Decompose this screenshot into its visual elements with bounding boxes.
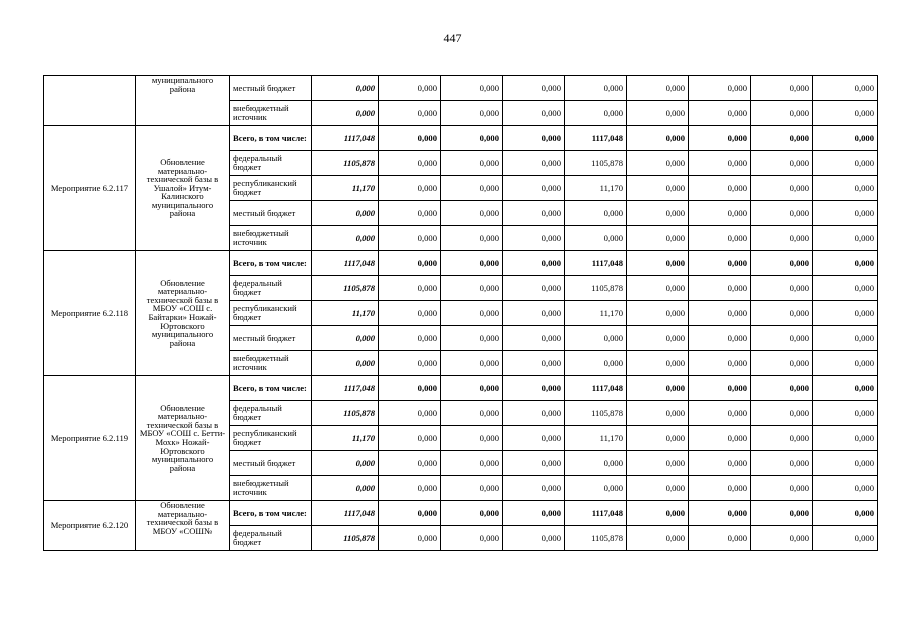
total-cell: 1105,878 — [312, 526, 379, 551]
value-cell: 0,000 — [813, 376, 878, 401]
value-cell: 0,000 — [689, 101, 751, 126]
value-cell: 0,000 — [627, 401, 689, 426]
value-cell: 0,000 — [441, 351, 503, 376]
description-cell: Обновление материально-технической базы в МБОУ «СОШ№ — [136, 501, 230, 551]
value-cell: 1117,048 — [565, 126, 627, 151]
budget-table — [43, 75, 878, 551]
value-cell: 0,000 — [813, 301, 878, 326]
value-cell: 0,000 — [503, 251, 565, 276]
value-cell: 0,000 — [565, 101, 627, 126]
value-cell: 0,000 — [441, 276, 503, 301]
event-cell: Мероприятие 6.2.117 — [44, 126, 136, 251]
total-cell: 0,000 — [312, 226, 379, 251]
value-cell: 0,000 — [441, 501, 503, 526]
value-cell: 0,000 — [751, 251, 813, 276]
value-cell: 0,000 — [379, 326, 441, 351]
table-row — [44, 501, 878, 526]
value-cell: 0,000 — [813, 101, 878, 126]
value-cell: 1105,878 — [565, 401, 627, 426]
value-cell: 0,000 — [379, 276, 441, 301]
value-cell: 0,000 — [627, 276, 689, 301]
funding-source-cell: местный бюджет — [230, 201, 312, 226]
value-cell: 0,000 — [751, 376, 813, 401]
value-cell: 0,000 — [751, 126, 813, 151]
value-cell: 0,000 — [751, 226, 813, 251]
total-cell: 0,000 — [312, 351, 379, 376]
value-cell: 0,000 — [813, 226, 878, 251]
value-cell: 1105,878 — [565, 151, 627, 176]
value-cell: 0,000 — [503, 126, 565, 151]
value-cell: 0,000 — [565, 351, 627, 376]
value-cell: 1117,048 — [565, 376, 627, 401]
value-cell: 0,000 — [689, 126, 751, 151]
value-cell: 0,000 — [689, 451, 751, 476]
value-cell: 0,000 — [627, 451, 689, 476]
value-cell: 0,000 — [627, 526, 689, 551]
event-cell: Мероприятие 6.2.120 — [44, 501, 136, 551]
value-cell: 0,000 — [751, 176, 813, 201]
value-cell: 0,000 — [379, 201, 441, 226]
value-cell: 0,000 — [689, 301, 751, 326]
value-cell: 11,170 — [565, 176, 627, 201]
funding-source-cell: Всего, в том числе: — [230, 376, 312, 401]
value-cell: 0,000 — [441, 126, 503, 151]
value-cell: 0,000 — [379, 401, 441, 426]
description-cell: Обновление материально-технической базы в МБОУ «СОШ с. Бетти-Мохк» Ножай-Юртовского муниципального района — [136, 376, 230, 501]
total-cell: 11,170 — [312, 301, 379, 326]
value-cell: 0,000 — [503, 326, 565, 351]
value-cell: 0,000 — [627, 476, 689, 501]
value-cell: 0,000 — [379, 526, 441, 551]
value-cell: 0,000 — [813, 126, 878, 151]
value-cell: 0,000 — [627, 376, 689, 401]
value-cell: 0,000 — [689, 151, 751, 176]
value-cell: 11,170 — [565, 426, 627, 451]
funding-source-cell: республиканский бюджет — [230, 426, 312, 451]
value-cell: 0,000 — [751, 476, 813, 501]
value-cell: 0,000 — [813, 151, 878, 176]
value-cell: 0,000 — [379, 501, 441, 526]
value-cell: 0,000 — [565, 451, 627, 476]
value-cell: 0,000 — [689, 376, 751, 401]
value-cell: 0,000 — [627, 501, 689, 526]
funding-source-cell: внебюджетный источник — [230, 476, 312, 501]
total-cell: 11,170 — [312, 426, 379, 451]
value-cell: 0,000 — [751, 351, 813, 376]
value-cell: 0,000 — [751, 451, 813, 476]
total-cell: 1117,048 — [312, 501, 379, 526]
funding-source-cell: республиканский бюджет — [230, 301, 312, 326]
value-cell: 1105,878 — [565, 276, 627, 301]
value-cell: 0,000 — [565, 76, 627, 101]
description-cell: Обновление материально-технической базы в МБОУ «СОШ с. Байтарки» Ножай-Юртовского муниципального района — [136, 251, 230, 376]
value-cell: 0,000 — [441, 376, 503, 401]
total-cell: 1117,048 — [312, 126, 379, 151]
value-cell: 0,000 — [627, 201, 689, 226]
value-cell: 0,000 — [751, 301, 813, 326]
budget-table-body — [44, 76, 878, 551]
total-cell: 11,170 — [312, 176, 379, 201]
value-cell: 0,000 — [813, 426, 878, 451]
value-cell: 0,000 — [503, 76, 565, 101]
value-cell: 0,000 — [627, 176, 689, 201]
value-cell: 0,000 — [565, 226, 627, 251]
event-cell — [44, 76, 136, 126]
value-cell: 0,000 — [689, 326, 751, 351]
value-cell: 0,000 — [441, 476, 503, 501]
value-cell: 0,000 — [751, 276, 813, 301]
value-cell: 0,000 — [503, 451, 565, 476]
value-cell: 0,000 — [565, 326, 627, 351]
value-cell: 0,000 — [503, 501, 565, 526]
value-cell: 0,000 — [751, 526, 813, 551]
total-cell: 0,000 — [312, 451, 379, 476]
total-cell: 0,000 — [312, 476, 379, 501]
value-cell: 0,000 — [441, 251, 503, 276]
funding-source-cell: местный бюджет — [230, 451, 312, 476]
value-cell: 0,000 — [503, 351, 565, 376]
value-cell: 0,000 — [379, 251, 441, 276]
table-row — [44, 76, 878, 101]
value-cell: 0,000 — [813, 401, 878, 426]
value-cell: 0,000 — [751, 101, 813, 126]
value-cell: 0,000 — [379, 301, 441, 326]
value-cell: 0,000 — [813, 201, 878, 226]
value-cell: 0,000 — [503, 226, 565, 251]
value-cell: 0,000 — [379, 126, 441, 151]
total-cell: 0,000 — [312, 76, 379, 101]
value-cell: 0,000 — [441, 176, 503, 201]
value-cell: 1105,878 — [565, 526, 627, 551]
funding-source-cell: федеральный бюджет — [230, 401, 312, 426]
table-row — [44, 126, 878, 151]
value-cell: 1117,048 — [565, 501, 627, 526]
value-cell: 0,000 — [627, 301, 689, 326]
value-cell: 0,000 — [627, 101, 689, 126]
value-cell: 0,000 — [813, 76, 878, 101]
value-cell: 0,000 — [689, 276, 751, 301]
value-cell: 0,000 — [813, 451, 878, 476]
value-cell: 0,000 — [813, 501, 878, 526]
value-cell: 0,000 — [689, 351, 751, 376]
value-cell: 0,000 — [813, 176, 878, 201]
value-cell: 0,000 — [751, 76, 813, 101]
value-cell: 0,000 — [503, 401, 565, 426]
value-cell: 0,000 — [689, 526, 751, 551]
value-cell: 0,000 — [379, 376, 441, 401]
funding-source-cell: внебюджетный источник — [230, 351, 312, 376]
value-cell: 0,000 — [503, 476, 565, 501]
value-cell: 0,000 — [565, 201, 627, 226]
value-cell: 0,000 — [503, 176, 565, 201]
value-cell: 0,000 — [565, 476, 627, 501]
total-cell: 1105,878 — [312, 151, 379, 176]
value-cell: 0,000 — [627, 126, 689, 151]
value-cell: 1117,048 — [565, 251, 627, 276]
funding-source-cell: Всего, в том числе: — [230, 251, 312, 276]
value-cell: 0,000 — [503, 426, 565, 451]
value-cell: 0,000 — [751, 201, 813, 226]
value-cell: 0,000 — [627, 351, 689, 376]
value-cell: 0,000 — [441, 151, 503, 176]
value-cell: 0,000 — [441, 526, 503, 551]
description-cell: муниципального района — [136, 76, 230, 126]
funding-source-cell: местный бюджет — [230, 326, 312, 351]
value-cell: 0,000 — [813, 326, 878, 351]
value-cell: 0,000 — [751, 501, 813, 526]
funding-source-cell: республиканский бюджет — [230, 176, 312, 201]
value-cell: 0,000 — [379, 451, 441, 476]
description-cell: Обновление материально-технической базы в Ушалой» Итум-Калинского муниципального района — [136, 126, 230, 251]
value-cell: 0,000 — [379, 476, 441, 501]
value-cell: 0,000 — [627, 426, 689, 451]
value-cell: 0,000 — [689, 201, 751, 226]
value-cell: 0,000 — [379, 101, 441, 126]
funding-source-cell: Всего, в том числе: — [230, 126, 312, 151]
total-cell: 1117,048 — [312, 376, 379, 401]
value-cell: 0,000 — [503, 376, 565, 401]
value-cell: 0,000 — [813, 351, 878, 376]
value-cell: 0,000 — [441, 426, 503, 451]
total-cell: 0,000 — [312, 101, 379, 126]
value-cell: 0,000 — [751, 426, 813, 451]
value-cell: 0,000 — [441, 201, 503, 226]
funding-source-cell: федеральный бюджет — [230, 151, 312, 176]
value-cell: 0,000 — [813, 526, 878, 551]
event-cell: Мероприятие 6.2.118 — [44, 251, 136, 376]
value-cell: 0,000 — [441, 301, 503, 326]
page-number: 447 — [443, 31, 462, 45]
value-cell: 0,000 — [379, 426, 441, 451]
value-cell: 0,000 — [751, 401, 813, 426]
funding-source-cell: федеральный бюджет — [230, 276, 312, 301]
value-cell: 0,000 — [379, 76, 441, 101]
table-row — [44, 251, 878, 276]
total-cell: 1105,878 — [312, 401, 379, 426]
value-cell: 0,000 — [441, 76, 503, 101]
value-cell: 11,170 — [565, 301, 627, 326]
funding-source-cell: Всего, в том числе: — [230, 501, 312, 526]
value-cell: 0,000 — [503, 201, 565, 226]
value-cell: 0,000 — [441, 451, 503, 476]
total-cell: 0,000 — [312, 326, 379, 351]
value-cell: 0,000 — [441, 226, 503, 251]
value-cell: 0,000 — [503, 301, 565, 326]
value-cell: 0,000 — [627, 151, 689, 176]
value-cell: 0,000 — [503, 151, 565, 176]
value-cell: 0,000 — [689, 476, 751, 501]
value-cell: 0,000 — [689, 76, 751, 101]
value-cell: 0,000 — [441, 401, 503, 426]
table-row — [44, 376, 878, 401]
value-cell: 0,000 — [379, 351, 441, 376]
value-cell: 0,000 — [813, 476, 878, 501]
value-cell: 0,000 — [813, 251, 878, 276]
value-cell: 0,000 — [503, 526, 565, 551]
value-cell: 0,000 — [379, 176, 441, 201]
total-cell: 0,000 — [312, 201, 379, 226]
value-cell: 0,000 — [379, 151, 441, 176]
value-cell: 0,000 — [627, 326, 689, 351]
value-cell: 0,000 — [689, 176, 751, 201]
value-cell: 0,000 — [813, 276, 878, 301]
value-cell: 0,000 — [441, 326, 503, 351]
funding-source-cell: внебюджетный источник — [230, 226, 312, 251]
total-cell: 1117,048 — [312, 251, 379, 276]
funding-source-cell: местный бюджет — [230, 76, 312, 101]
value-cell: 0,000 — [689, 501, 751, 526]
value-cell: 0,000 — [627, 251, 689, 276]
value-cell: 0,000 — [689, 226, 751, 251]
value-cell: 0,000 — [441, 101, 503, 126]
value-cell: 0,000 — [627, 226, 689, 251]
value-cell: 0,000 — [503, 101, 565, 126]
value-cell: 0,000 — [689, 251, 751, 276]
value-cell: 0,000 — [689, 401, 751, 426]
value-cell: 0,000 — [751, 326, 813, 351]
funding-source-cell: федеральный бюджет — [230, 526, 312, 551]
value-cell: 0,000 — [627, 76, 689, 101]
value-cell: 0,000 — [503, 276, 565, 301]
value-cell: 0,000 — [689, 426, 751, 451]
event-cell: Мероприятие 6.2.119 — [44, 376, 136, 501]
funding-source-cell: внебюджетный источник — [230, 101, 312, 126]
value-cell: 0,000 — [379, 226, 441, 251]
value-cell: 0,000 — [751, 151, 813, 176]
total-cell: 1105,878 — [312, 276, 379, 301]
